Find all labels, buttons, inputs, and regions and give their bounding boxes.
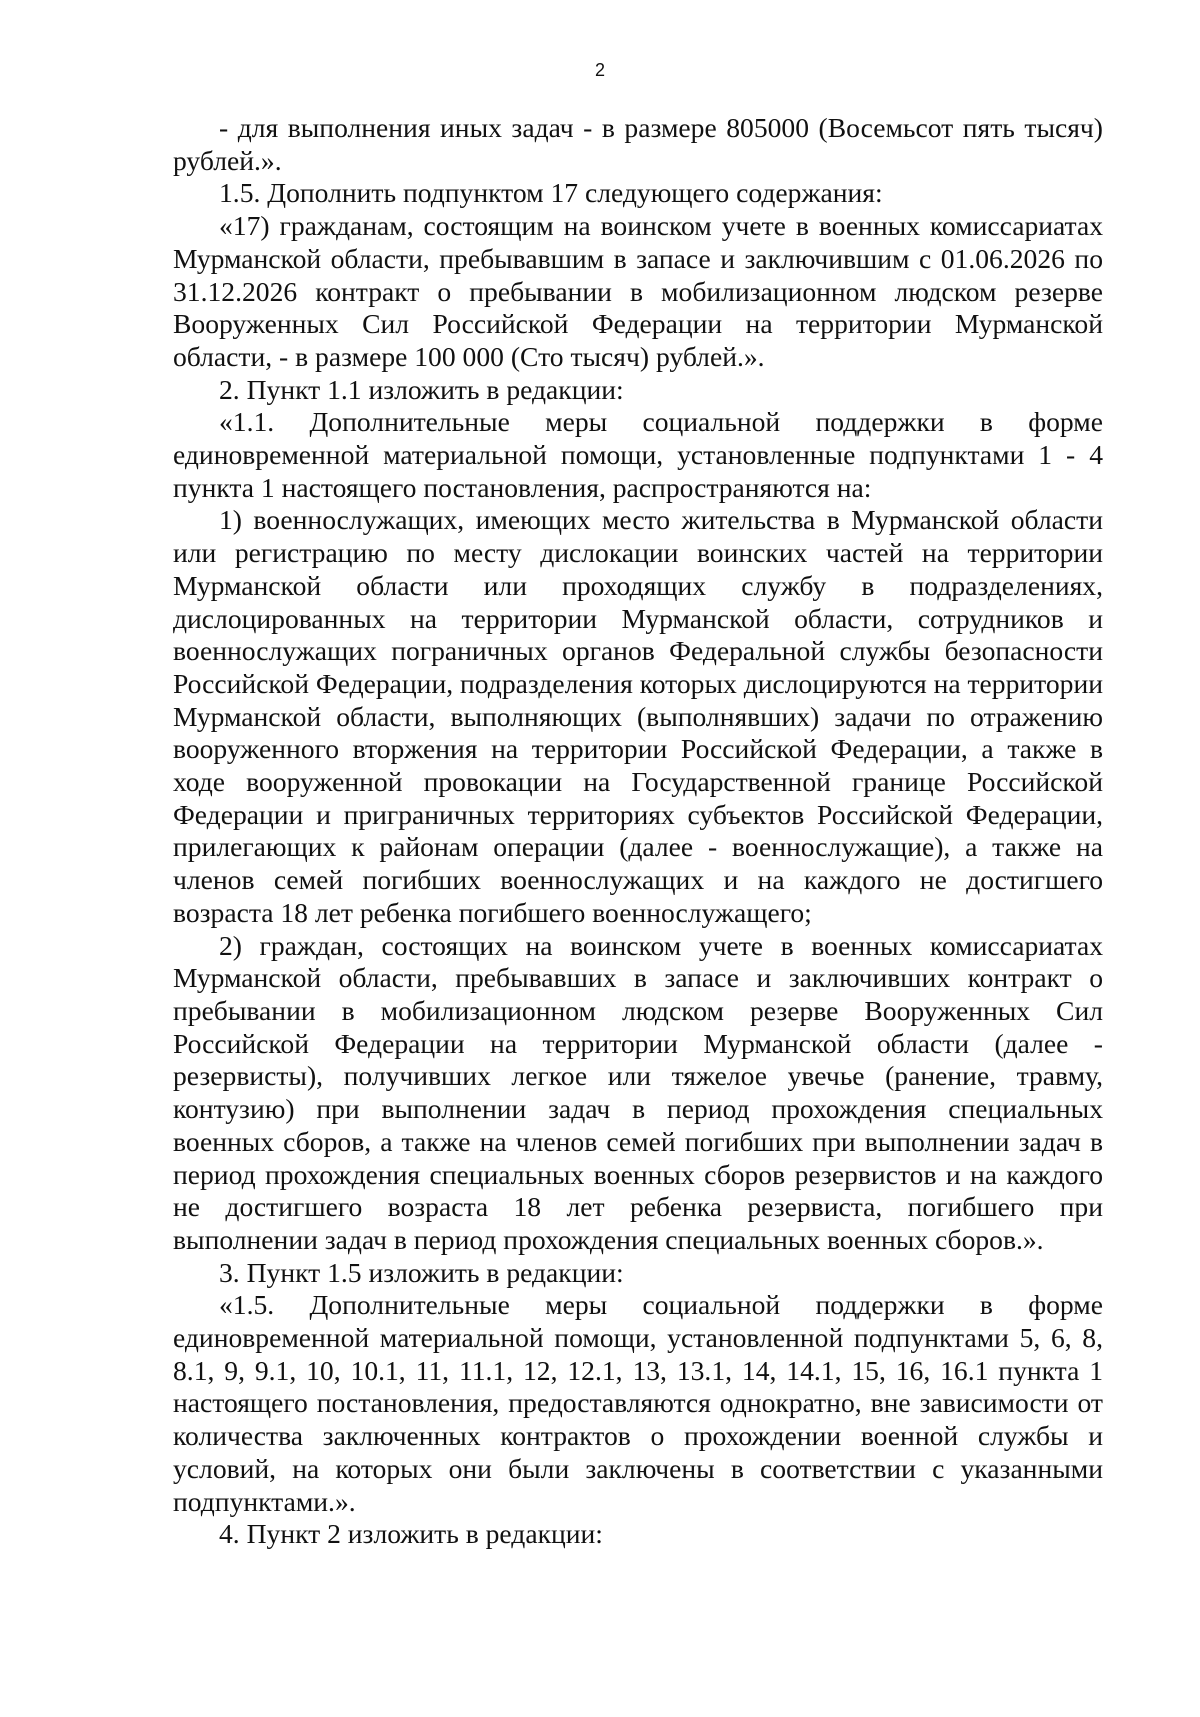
paragraph-other-tasks: - для выполнения иных задач - в размере 805000 (Восемьсот пять тысяч) рублей.». xyxy=(173,112,1103,176)
paragraph-point-1-1-heading: 2. Пункт 1.1 изложить в редакции: xyxy=(219,373,624,405)
paragraph-point-1-1-text: «1.1. Дополнительные меры социальной поддержки в форме единовременной материальной помощи, установленные подпунктами 1 - 4 пункта 1 настоящего постановления, распространяются на: xyxy=(173,406,1103,503)
document-body xyxy=(173,112,1103,1551)
paragraph-point-1-5-heading: 3. Пункт 1.5 изложить в редакции: xyxy=(219,1256,624,1288)
paragraph-subpoint-17: «17) гражданам, состоящим на воинском учете в военных комиссариатах Мурманской области, пребывавшим в запасе и заключившим с 01.06.2026 по 31.12.2026 контракт о пребывании в мобилизационном людском резерве Вооруженных Сил Российской Федерации на территории Мурманской области, - в размере 100 000 (Сто тысяч) рублей.». xyxy=(173,210,1103,372)
paragraph-point-1-5-text: «1.5. Дополнительные меры социальной поддержки в форме единовременной материальной помощи, установленной подпунктами 5, 6, 8, 8.1, 9, 9.1, 10, 10.1, 11, 11.1, 12, 12.1, 13, 13.1, 14, 14.1, 15, 16, 16.1 пункта 1 настоящего постановления, предоставляются однократно, вне зависимости от количества заключенных контрактов о прохождении военной службы и условий, на которых они были заключены в соответствии с указанными подпунктами.». xyxy=(173,1289,1103,1517)
paragraph-point-2-heading: 4. Пункт 2 изложить в редакции: xyxy=(219,1518,603,1550)
paragraph-servicemen: 1) военнослужащих, имеющих место жительства в Мурманской области или регистрацию по месту дислокации воинских частей на территории Мурманской области или проходящих службу в подразделениях, дислоцированных на территории Мурманской области, сотрудников и военнослужащих пограничных органов Федеральной службы безопасности Российской Федерации, подразделения которых дислоцируются на территории Мурманской области, выполняющих (выполнявших) задачи по отражению вооруженного вторжения на территории Российской Федерации, а также в ходе вооруженной провокации на Государственной границе Российской Федерации и приграничных территориях субъектов Российской Федерации, прилегающих к районам операции (далее - военнослужащие), а также на членов семей погибших военнослужащих и на каждого не достигшего возраста 18 лет ребенка погибшего военнослужащего; xyxy=(173,504,1103,928)
paragraph-1-5-add: 1.5. Дополнить подпунктом 17 следующего содержания: xyxy=(219,177,883,209)
paragraph-reservists: 2) граждан, состоящих на воинском учете в военных комиссариатах Мурманской области, пребывавших в запасе и заключивших контракт о пребывании в мобилизационном людском резерве Вооруженных Сил Российской Федерации на территории Мурманской области (далее - резервисты), получивших легкое или тяжелое увечье (ранение, травму, контузию) при выполнении задач в период прохождения специальных военных сборов, а также на членов семей погибших при выполнении задач в период прохождения специальных военных сборов резервистов и на каждого не достигшего возраста 18 лет ребенка резервиста, погибшего при выполнении задач в период прохождения специальных военных сборов.». xyxy=(173,929,1103,1255)
page-number: 2 xyxy=(594,60,605,80)
